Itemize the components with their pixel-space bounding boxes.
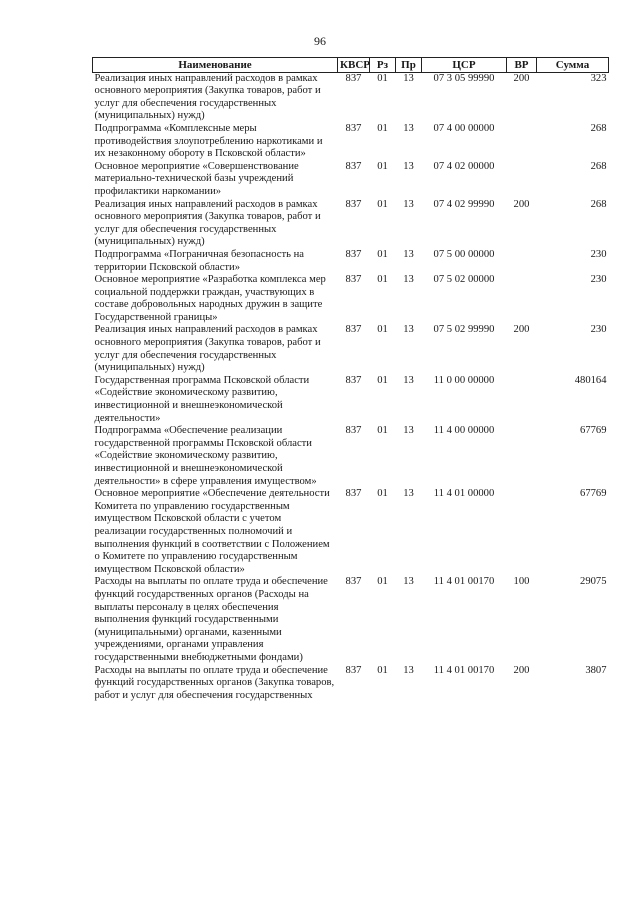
row-vr [507,249,537,274]
row-sum: 323 [590,72,607,84]
row-rz: 01 [377,274,388,286]
row-vr [507,375,537,425]
row-kvsr: 837 [345,198,362,210]
row-csr: 07 3 05 99990 [433,72,495,84]
row-vr [507,488,537,576]
row-rz: 01 [377,122,388,134]
row-csr: 07 4 02 00000 [433,160,495,172]
row-sum: 230 [590,274,607,286]
row-sum: 480164 [574,374,607,386]
row-csr: 11 0 00 00000 [433,374,495,386]
row-csr: 07 5 02 00000 [433,274,495,286]
row-pr: 13 [403,488,414,500]
row-rz: 01 [377,248,388,260]
row-rz: 01 [377,488,388,500]
row-sum: 268 [590,160,607,172]
table-row [93,488,609,576]
row-vr [507,274,537,324]
table-row [93,665,609,703]
row-pr: 13 [403,425,414,437]
row-kvsr: 837 [345,324,362,336]
row-pr: 13 [403,664,414,676]
row-pr: 13 [403,160,414,172]
row-rz: 01 [377,576,388,588]
row-rz: 01 [377,664,388,676]
row-vr [507,425,537,488]
row-kvsr: 837 [345,160,362,172]
row-rz: 01 [377,160,388,172]
row-csr: 11 4 00 00000 [433,425,495,437]
budget-table [92,57,609,702]
row-pr: 13 [403,198,414,210]
table-row [93,249,609,274]
row-name: Государственная программа Псковской области «Содействие экономическому развитию, инвестиционной и внешнеэкономической деятельности» [94,374,310,424]
row-kvsr: 837 [345,425,362,437]
row-name: Основное мероприятие «Обеспечение деятельности Комитета по управлению государственным имуществом Псковской области с учетом реализации государственных полномочий и выполнения функций в соответствии с Положением о Комитете по управлению государственным имуществом Псковской области» [94,488,330,575]
row-pr: 13 [403,374,414,386]
row-vr: 200 [513,324,530,336]
row-kvsr: 837 [345,274,362,286]
row-name: Реализация иных направлений расходов в рамках основного мероприятия (Закупка товаров, работ и услуг для обеспечения государственных (муниципальных) нужд) [94,324,321,374]
row-kvsr: 837 [345,374,362,386]
row-sum: 67769 [580,488,607,500]
row-csr: 11 4 01 00170 [433,576,495,588]
row-csr: 11 4 01 00170 [433,664,495,676]
row-kvsr: 837 [345,248,362,260]
row-sum: 230 [590,248,607,260]
row-name: Основное мероприятие «Совершенствование материально-технической базы учреждений профилактики наркомании» [94,160,299,197]
row-pr: 13 [403,324,414,336]
row-sum: 230 [590,324,607,336]
header-rz: Рз [370,58,396,73]
header-kvsr: КВСР [338,58,370,73]
table-row [93,375,609,425]
header-pr: Пр [396,58,422,73]
row-vr: 200 [513,72,530,84]
row-name: Расходы на выплаты по оплате труда и обеспечение функций государственных органов (Расходы на выплаты персоналу в целях обеспечения выполнения функций государственными (муниципальными) органами, казенными учреждениями, органами управления государственными внебюджетными фондами) [94,576,328,663]
row-csr: 07 5 02 99990 [433,324,495,336]
row-sum: 268 [590,122,607,134]
row-vr: 200 [513,198,530,210]
row-vr: 100 [513,576,530,588]
table-row [93,123,609,161]
table-row [93,324,609,374]
row-kvsr: 837 [345,488,362,500]
row-name: Основное мероприятие «Разработка комплекса мер социальной поддержки граждан, участвующих в составе добровольных народных дружин в защите Государственной границы» [94,274,326,323]
row-sum: 29075 [580,576,607,588]
page-number: 96 [314,34,326,48]
row-sum: 67769 [580,425,607,437]
row-name: Реализация иных направлений расходов в рамках основного мероприятия (Закупка товаров, работ и услуг для обеспечения государственных (муниципальных) нужд) [94,198,321,248]
row-rz: 01 [377,198,388,210]
row-name: Реализация иных направлений расходов в рамках основного мероприятия (Закупка товаров, работ и услуг для обеспечения государственных (муниципальных) нужд) [94,72,321,122]
row-name: Расходы на выплаты по оплате труда и обеспечение функций государственных органов (Закупка товаров, работ и услуг для обеспечения государственных [94,664,335,701]
table-header-row [93,58,609,73]
row-csr: 07 4 02 99990 [433,198,495,210]
row-rz: 01 [377,324,388,336]
row-kvsr: 837 [345,664,362,676]
table-row [93,199,609,249]
row-kvsr: 837 [345,72,362,84]
row-csr: 07 5 00 00000 [433,248,495,260]
table-row [93,576,609,664]
header-csr: ЦСР [422,58,507,73]
row-csr: 07 4 00 00000 [433,122,495,134]
row-name: Подпрограмма «Комплексные меры противодействия злоупотреблению наркотиками и их незаконному обороту в Псковской области» [94,122,323,160]
header-sum: Сумма [537,58,609,73]
row-rz: 01 [377,425,388,437]
table-row [93,161,609,199]
row-kvsr: 837 [345,122,362,134]
header-name: Наименование [93,58,338,73]
row-name: Подпрограмма «Обеспечение реализации государственной программы Псковской области «Содействие экономическому развитию, инвестиционной и внешнеэкономической деятельности» в сфере управления имуществом» [94,425,317,487]
row-rz: 01 [377,374,388,386]
row-vr [507,123,537,161]
row-pr: 13 [403,122,414,134]
row-csr: 11 4 01 00000 [433,488,495,500]
header-vr: ВР [507,58,537,73]
row-kvsr: 837 [345,576,362,588]
table-row [93,72,609,123]
table-row [93,274,609,324]
row-pr: 13 [403,576,414,588]
row-name: Подпрограмма «Пограничная безопасность на территории Псковской области» [94,248,304,273]
row-rz: 01 [377,72,388,84]
row-sum: 268 [590,198,607,210]
row-sum: 3807 [585,664,607,676]
row-pr: 13 [403,274,414,286]
row-vr [507,161,537,199]
row-pr: 13 [403,72,414,84]
table-row [93,425,609,488]
row-vr: 200 [513,664,530,676]
row-pr: 13 [403,248,414,260]
